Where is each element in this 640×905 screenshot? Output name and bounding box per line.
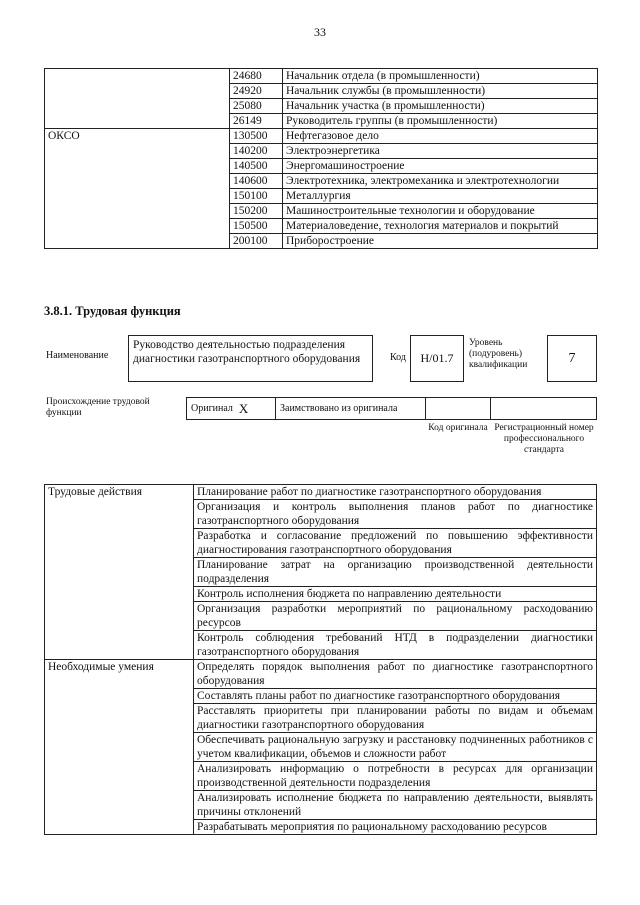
function-item: Разработка и согласование предложений по повышению эффективности диагностирования газотранспортного оборудования [194,529,597,558]
okso-row [45,129,598,144]
page-number: 33 [314,25,326,39]
function-item: Составлять планы работ по диагностике газотранспортного оборудования [194,689,597,704]
okso-group-cell [45,69,230,129]
okso-name-cell: Электротехника, электромеханика и электротехнологии [283,174,598,189]
section-heading: 3.8.1. Трудовая функция [44,304,181,318]
okso-name-cell: Руководитель группы (в промышленности) [283,114,598,129]
okso-name-cell: Начальник отдела (в промышленности) [283,69,598,84]
level-box: 7 [547,335,597,382]
okso-code-cell: 25080 [230,99,283,114]
okso-name-cell: Начальник службы (в промышленности) [283,84,598,99]
original-mark: X [238,400,249,416]
okso-code-cell: 200100 [230,234,283,249]
function-item: Контроль исполнения бюджета по направлению деятельности [194,587,597,602]
reg-number-cell [490,397,597,420]
function-row [45,485,597,500]
function-group-label: Трудовые действия [45,485,194,660]
function-item: Контроль соблюдения требований НТД в подразделении диагностики газотранспортного оборудования [194,631,597,660]
function-item: Обеспечивать рациональную загрузку и расстановку подчиненных работников с учетом квалификации, объемов и сложности работ [194,733,597,762]
okso-code-cell: 140200 [230,144,283,159]
level-label: Уровень (подуровень) квалификации [469,338,528,370]
code-original-cell [425,397,491,420]
function-item: Анализировать исполнение бюджета по направлению деятельности, выявлять причины отклонений [194,791,597,820]
code-label: Код [390,352,406,363]
okso-code-cell: 150200 [230,204,283,219]
function-table [44,484,597,835]
function-item: Организация разработки мероприятий по рациональному расходованию ресурсов [194,602,597,631]
okso-code-cell: 140500 [230,159,283,174]
okso-code-cell: 130500 [230,129,283,144]
code-original-label: Код оригинала [428,423,488,433]
okso-code-cell: 150500 [230,219,283,234]
function-code-box: H/01.7 [410,335,464,382]
origin-row [186,397,597,420]
origin-label: Происхождение трудовой функции [46,397,150,418]
function-item: Анализировать информацию о потребности в ресурсах для организации производственной деятельности подразделения [194,762,597,791]
okso-name-cell: Материаловедение, технология материалов и покрытий [283,219,598,234]
okso-name-cell: Машиностроительные технологии и оборудование [283,204,598,219]
function-item: Организация и контроль выполнения планов работ по диагностике газотранспортного оборудования [194,500,597,529]
function-name-box: Руководство деятельностью подразделения диагностики газотранспортного оборудования [128,335,373,382]
name-label: Наименование [46,350,109,361]
function-group-label: Необходимые умения [45,660,194,835]
original-label: Оригинал [191,403,233,414]
function-item: Определять порядок выполнения работ по диагностике газотранспортного оборудования [194,660,597,689]
function-item: Планирование работ по диагностике газотранспортного оборудования [194,485,597,500]
okso-name-cell: Нефтегазовое дело [283,129,598,144]
function-item: Разрабатывать мероприятия по рациональному расходованию ресурсов [194,820,597,835]
function-item: Планирование затрат на организацию производственной деятельности подразделения [194,558,597,587]
borrowed-cell: Заимствовано из оригинала [275,397,426,420]
okso-code-cell: 26149 [230,114,283,129]
okso-name-cell: Приборостроение [283,234,598,249]
okso-table [44,68,598,249]
okso-group-cell: ОКСО [45,129,230,249]
reg-number-label: Регистрационный номер профессионального стандарта [494,423,594,455]
function-row [45,660,597,689]
okso-name-cell: Электроэнергетика [283,144,598,159]
okso-name-cell: Металлургия [283,189,598,204]
original-cell [186,397,276,420]
function-item: Расставлять приоритеты при планировании работы по видам и объемам диагностики газотранспортного оборудования [194,704,597,733]
okso-code-cell: 24920 [230,84,283,99]
okso-row [45,69,598,84]
okso-code-cell: 150100 [230,189,283,204]
okso-code-cell: 140600 [230,174,283,189]
okso-name-cell: Энергомашиностроение [283,159,598,174]
okso-code-cell: 24680 [230,69,283,84]
okso-name-cell: Начальник участка (в промышленности) [283,99,598,114]
